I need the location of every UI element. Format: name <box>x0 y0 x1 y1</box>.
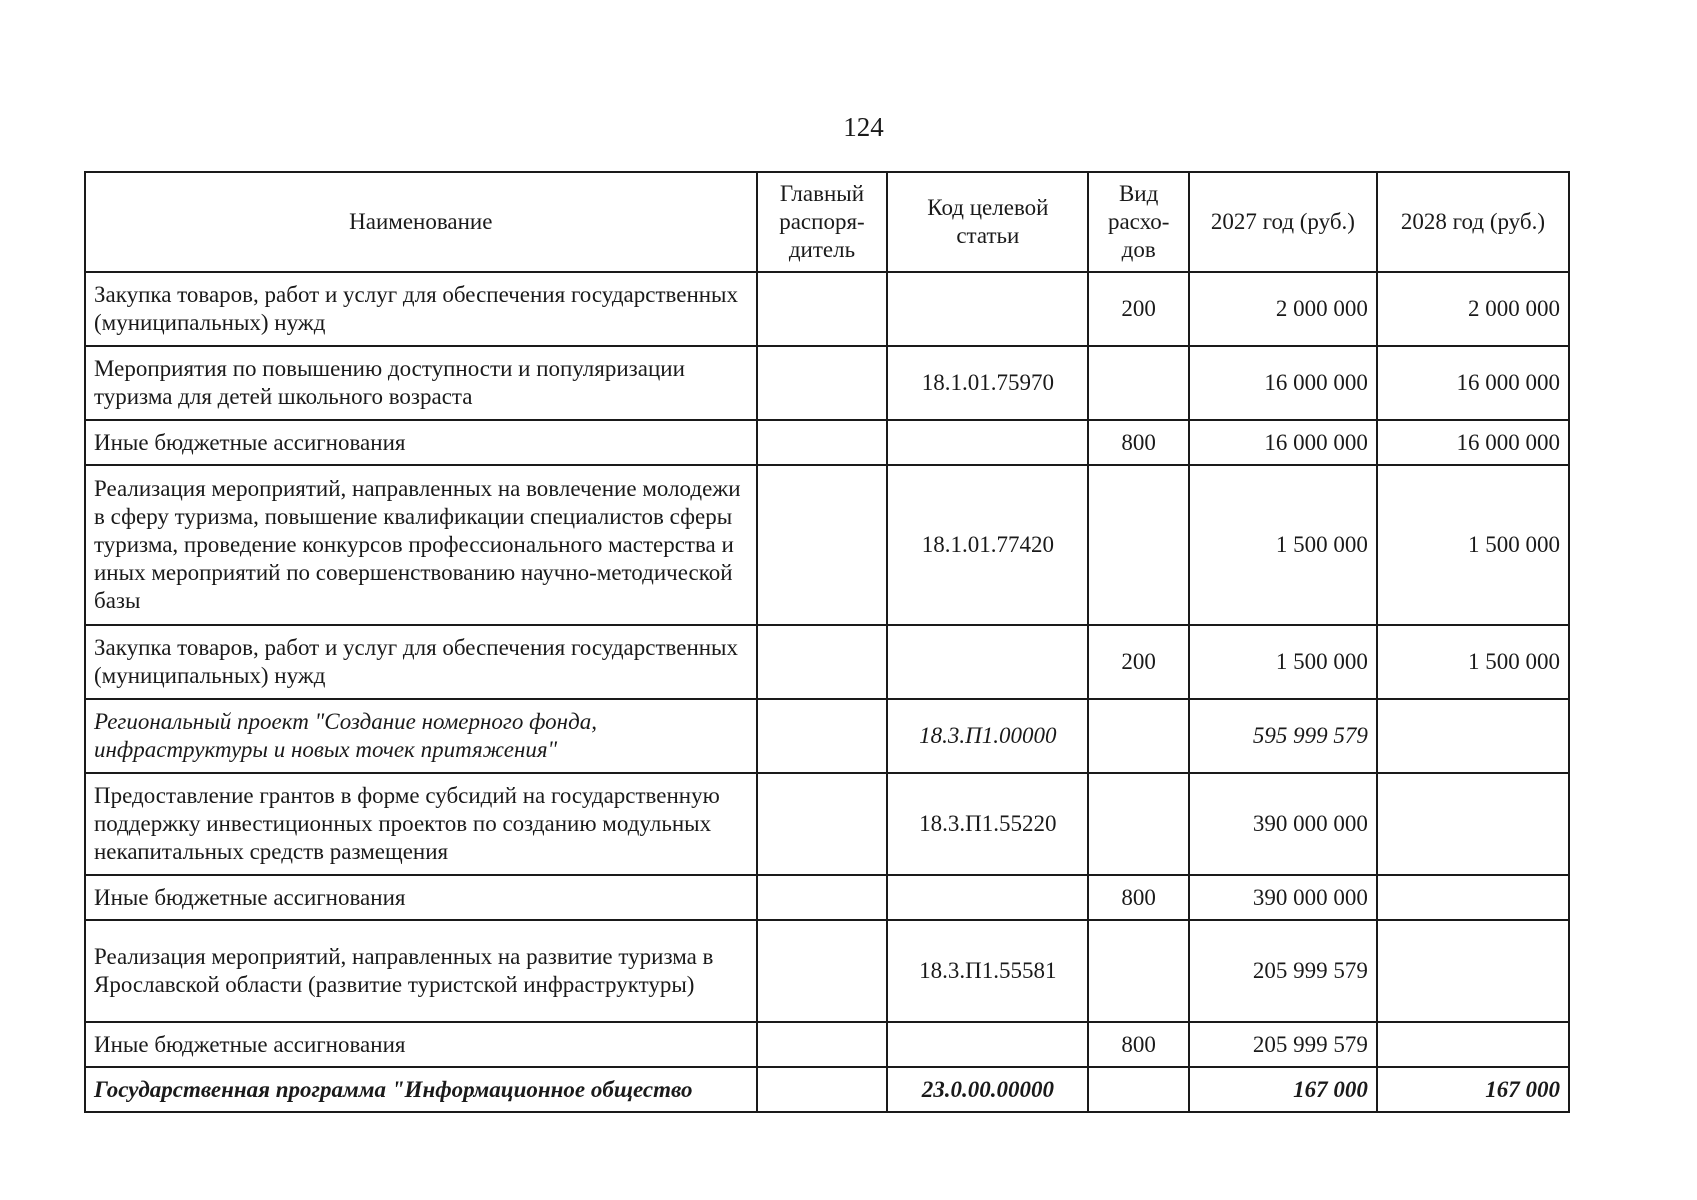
row-target-code <box>887 875 1088 920</box>
row-amount-2028 <box>1377 875 1569 920</box>
row-name: Реализация мероприятий, направленных на вовлечение молодежи в сферу туризма, повышение квалификации специалистов сферы туризма, проведение конкурсов профессионального мастерства и иных мероприятий по совершенствованию научно-методической базы <box>85 465 757 625</box>
row-amount-2028: 1 500 000 <box>1377 625 1569 699</box>
row-expense-type <box>1088 773 1189 875</box>
row-amount-2028: 2 000 000 <box>1377 272 1569 346</box>
row-amount-2027: 2 000 000 <box>1189 272 1377 346</box>
row-amount-2028: 16 000 000 <box>1377 346 1569 420</box>
row-name: Иные бюджетные ассигнования <box>85 1022 757 1067</box>
page-number: 124 <box>843 112 884 142</box>
row-target-code <box>887 272 1088 346</box>
header-year-2027: 2027 год (руб.) <box>1189 172 1377 272</box>
row-amount-2028 <box>1377 1022 1569 1067</box>
row-amount-2027: 205 999 579 <box>1189 1022 1377 1067</box>
table-row <box>85 920 1569 1022</box>
row-amount-2028 <box>1377 699 1569 773</box>
row-amount-2027: 390 000 000 <box>1189 875 1377 920</box>
row-target-code: 18.1.01.75970 <box>887 346 1088 420</box>
row-main-manager <box>757 346 888 420</box>
row-amount-2027: 205 999 579 <box>1189 920 1377 1022</box>
row-main-manager <box>757 1022 888 1067</box>
row-name: Мероприятия по повышению доступности и популяризации туризма для детей школьного возраста <box>85 346 757 420</box>
row-expense-type <box>1088 465 1189 625</box>
table-row <box>85 420 1569 465</box>
header-expense-type: Вид расхо-дов <box>1088 172 1189 272</box>
row-main-manager <box>757 420 888 465</box>
table-row-project <box>85 699 1569 773</box>
row-amount-2027: 167 000 <box>1189 1067 1377 1112</box>
row-target-code: 18.3.П1.55220 <box>887 773 1088 875</box>
row-main-manager <box>757 465 888 625</box>
row-amount-2027: 1 500 000 <box>1189 465 1377 625</box>
row-amount-2028 <box>1377 773 1569 875</box>
row-expense-type: 200 <box>1088 272 1189 346</box>
row-amount-2027: 595 999 579 <box>1189 699 1377 773</box>
row-expense-type: 200 <box>1088 625 1189 699</box>
header-main-manager: Главный распоря-дитель <box>757 172 888 272</box>
header-name: Наименование <box>85 172 757 272</box>
row-main-manager <box>757 1067 888 1112</box>
row-expense-type <box>1088 346 1189 420</box>
table-row <box>85 875 1569 920</box>
row-main-manager <box>757 773 888 875</box>
row-main-manager <box>757 875 888 920</box>
row-expense-type: 800 <box>1088 420 1189 465</box>
table-row <box>85 1022 1569 1067</box>
row-target-code <box>887 1022 1088 1067</box>
header-target-code: Код целевой статьи <box>887 172 1088 272</box>
row-expense-type: 800 <box>1088 875 1189 920</box>
row-name: Закупка товаров, работ и услуг для обеспечения государственных (муниципальных) нужд <box>85 272 757 346</box>
budget-table <box>84 171 1570 1113</box>
row-target-code: 23.0.00.00000 <box>887 1067 1088 1112</box>
row-name: Закупка товаров, работ и услуг для обеспечения государственных (муниципальных) нужд <box>85 625 757 699</box>
row-expense-type: 800 <box>1088 1022 1189 1067</box>
row-name: Реализация мероприятий, направленных на развитие туризма в Ярославской области (развитие туристской инфраструктуры) <box>85 920 757 1022</box>
table-row <box>85 625 1569 699</box>
table-row-program <box>85 1067 1569 1112</box>
table-row <box>85 346 1569 420</box>
row-amount-2027: 390 000 000 <box>1189 773 1377 875</box>
row-amount-2028: 1 500 000 <box>1377 465 1569 625</box>
row-target-code <box>887 420 1088 465</box>
row-target-code: 18.3.П1.55581 <box>887 920 1088 1022</box>
row-amount-2028: 167 000 <box>1377 1067 1569 1112</box>
row-expense-type <box>1088 920 1189 1022</box>
row-amount-2027: 1 500 000 <box>1189 625 1377 699</box>
table-row <box>85 272 1569 346</box>
table-header-row <box>85 172 1569 272</box>
row-target-code <box>887 625 1088 699</box>
row-expense-type <box>1088 699 1189 773</box>
row-name: Иные бюджетные ассигнования <box>85 875 757 920</box>
row-name: Иные бюджетные ассигнования <box>85 420 757 465</box>
row-main-manager <box>757 625 888 699</box>
row-amount-2028 <box>1377 920 1569 1022</box>
row-target-code: 18.1.01.77420 <box>887 465 1088 625</box>
table-row <box>85 465 1569 625</box>
row-name: Региональный проект "Создание номерного фонда, инфраструктуры и новых точек притяжения" <box>85 699 757 773</box>
row-name: Предоставление грантов в форме субсидий на государственную поддержку инвестиционных проектов по созданию модульных некапитальных средств размещения <box>85 773 757 875</box>
table-row <box>85 773 1569 875</box>
row-name: Государственная программа "Информационное общество <box>85 1067 757 1112</box>
row-expense-type <box>1088 1067 1189 1112</box>
row-target-code: 18.3.П1.00000 <box>887 699 1088 773</box>
row-main-manager <box>757 699 888 773</box>
row-main-manager <box>757 920 888 1022</box>
header-year-2028: 2028 год (руб.) <box>1377 172 1569 272</box>
row-amount-2028: 16 000 000 <box>1377 420 1569 465</box>
row-amount-2027: 16 000 000 <box>1189 346 1377 420</box>
row-main-manager <box>757 272 888 346</box>
row-amount-2027: 16 000 000 <box>1189 420 1377 465</box>
